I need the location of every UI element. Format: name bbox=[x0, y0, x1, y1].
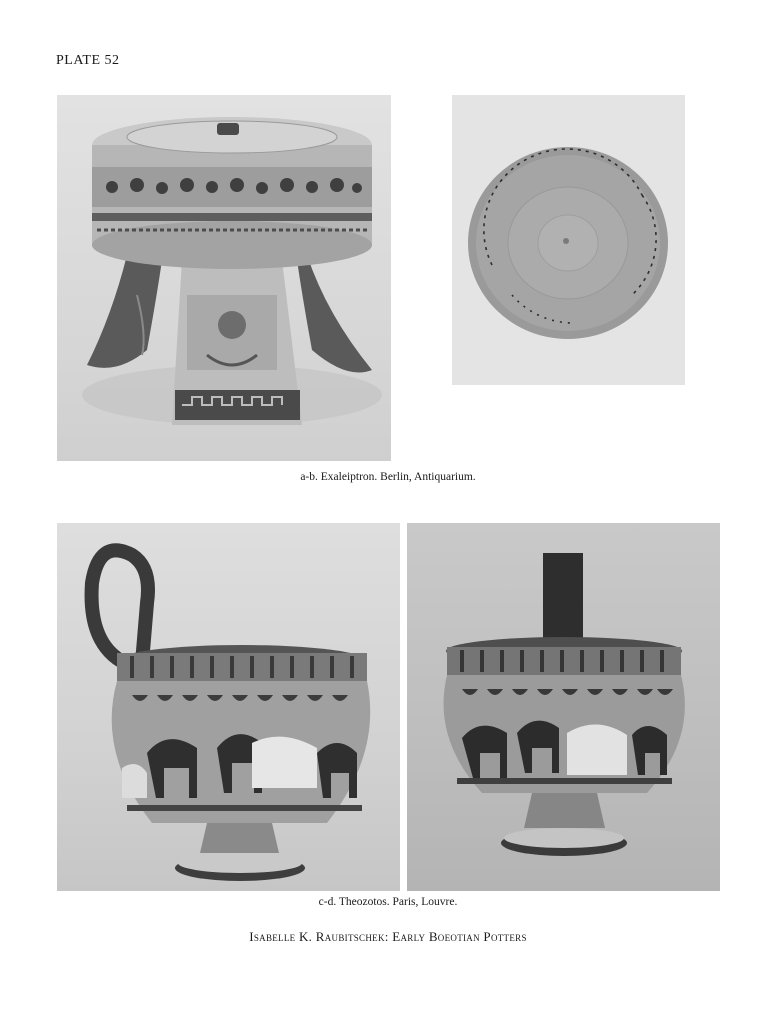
kantharos-c-image bbox=[57, 523, 400, 891]
lid-inscription-image bbox=[452, 95, 685, 385]
photo-kantharos-d bbox=[407, 523, 720, 891]
caption-c-d: c-d. Theozotos. Paris, Louvre. bbox=[318, 896, 458, 908]
kantharos-d-image bbox=[407, 523, 720, 891]
exaleiptron-vase-image bbox=[57, 95, 391, 461]
photo-kantharos-c bbox=[57, 523, 400, 891]
author-separator: : bbox=[384, 929, 393, 944]
caption-a-b: a-b. Exaleiptron. Berlin, Antiquarium. bbox=[300, 471, 476, 483]
article-title: Early Boeotian Potters bbox=[392, 929, 527, 944]
author-name: Isabelle K. Raubitschek bbox=[249, 929, 385, 944]
author-title-line bbox=[0, 929, 776, 945]
photo-exaleiptron-lid bbox=[452, 95, 685, 385]
plate-label: PLATE 52 bbox=[56, 53, 120, 68]
photo-exaleiptron-side bbox=[57, 95, 391, 461]
